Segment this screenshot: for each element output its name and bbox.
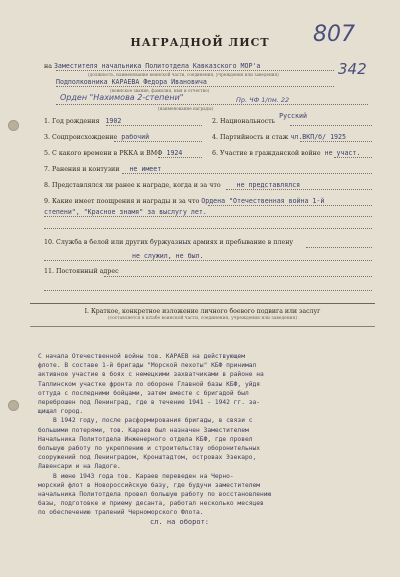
field-social-origin: 3. Соцпроисхождение рабочий — [44, 133, 150, 141]
field-awards-continued: степени", "Красное знамя" за выслугу лет. — [44, 208, 207, 216]
handwritten-award: Орден "Нахимова 2-степени" — [60, 93, 184, 102]
narrative-line: морский флот в Новороссийскую базу, где будучи заместителем — [38, 481, 261, 489]
narrative-line: базы, подготовке и приему десанта, работал несколько месяцев — [38, 500, 264, 508]
handwritten-archive-number: 807 — [313, 22, 355, 47]
narrative-line: переброшен под Ленинград, где в течение 1941 - 1942 гг. за- — [38, 399, 261, 407]
narrative-text — [38, 352, 374, 518]
field-party: 4. Партийность и стаж чл.ВКП/б/ 1925 — [212, 133, 346, 141]
continued-overleaf: сл. на оборот: — [150, 518, 210, 526]
narrative-line: Таллинском участке фронта по обороне Главной базы КБФ, уйдя — [38, 380, 261, 388]
rank-name-value: Подполковника КАРАЕВА Федора Ивановича — [56, 78, 207, 86]
field-awards: 9. Какие имеет поощрения и награды и за что Ордена "Отечественная война 1-й — [44, 197, 325, 205]
section-heading-block — [30, 308, 375, 321]
narrative-line: сооружений под Ленинградом, Кронштадтом, островах Эзекаро, — [38, 454, 257, 462]
document-title: НАГРАДНОЙ ЛИСТ — [130, 36, 270, 49]
narrative-line: активное участие в боях с немецкими захватчиками в районе на — [38, 371, 264, 379]
narrative-line: С начала Отечественной войны тов. КАРАЕВ на действующем — [38, 353, 245, 360]
field-birth-year: 1. Год рождения 1902 — [44, 117, 122, 125]
narrative-line: флоте. В составе 1-й бригады "Морской пехоты" КБФ принимал — [38, 362, 257, 370]
narrative-line: оттуда с последними бойцами, затем вместе с бригадой был — [38, 389, 249, 397]
narrative-line: большими потерями, тов. Караев был назначен Заместителем — [38, 426, 249, 434]
field-address: 11. Постоянный адрес — [44, 268, 119, 275]
narrative-line: В июне 1943 года тов. Караев переведен на Черно- — [38, 472, 234, 480]
field-wounds: 7. Ранения и контузии не имеет — [44, 165, 162, 173]
narrative-line: большую работу по укреплению и строительству оборонительных — [38, 445, 261, 453]
narrative-line: Начальника Политотдела Инженерного отдела КБФ, где провел — [38, 435, 253, 443]
handwritten-list-number: 342 — [338, 60, 367, 78]
narrative-line: щищал город. — [38, 408, 84, 416]
field-civil-war: 6. Участие в гражданской войне не участ. — [212, 149, 361, 157]
section-heading-caption: (составляется в штабе воинской части, соединения, учреждения или заведения) — [107, 316, 298, 321]
field-service-since: 5. С какого времени в РККА и ВМФ 1924 — [44, 149, 183, 157]
handwritten-decree-note: Пр. ЧФ 1/пм. 22 — [236, 96, 290, 104]
narrative-line: начальника Политотдела провел большую работу по восстановлению — [38, 491, 272, 499]
award-caption: (наименование награды) — [158, 106, 214, 111]
field-nationality: 2. Национальность Русский — [212, 112, 307, 125]
field-previous-awards-nomination: 8. Представлялся ли ранее к награде, когда и за что не представлялся — [44, 181, 301, 189]
field-white-army: 10. Служба в белой или других буржуазных армиях и пребывание в плену — [44, 239, 294, 246]
narrative-line: В 1942 году, после расформирования бригады, в связи с — [38, 417, 253, 425]
position-caption: (должность, наименование воинской части, соединения, учреждения или заведения) — [88, 72, 279, 77]
section-heading: I. Краткое, конкретное изложение личного боевого подвига или заслуг — [84, 308, 321, 315]
position-value: Заместителя начальника Политотдела Кавказского МОР'а — [53, 62, 261, 70]
narrative-line: Лавенсари и на Ладоге. — [38, 463, 121, 471]
punch-hole — [8, 120, 19, 131]
rank-name-caption: (воинское звание, фамилия, имя и отчество) — [110, 88, 210, 93]
field-white-army-value: не служил, не был. — [132, 252, 204, 260]
punch-hole — [8, 400, 19, 411]
narrative-line: по обеспечению тралений Черноморского Флота. — [38, 509, 204, 517]
field-marker: на — [44, 63, 54, 70]
